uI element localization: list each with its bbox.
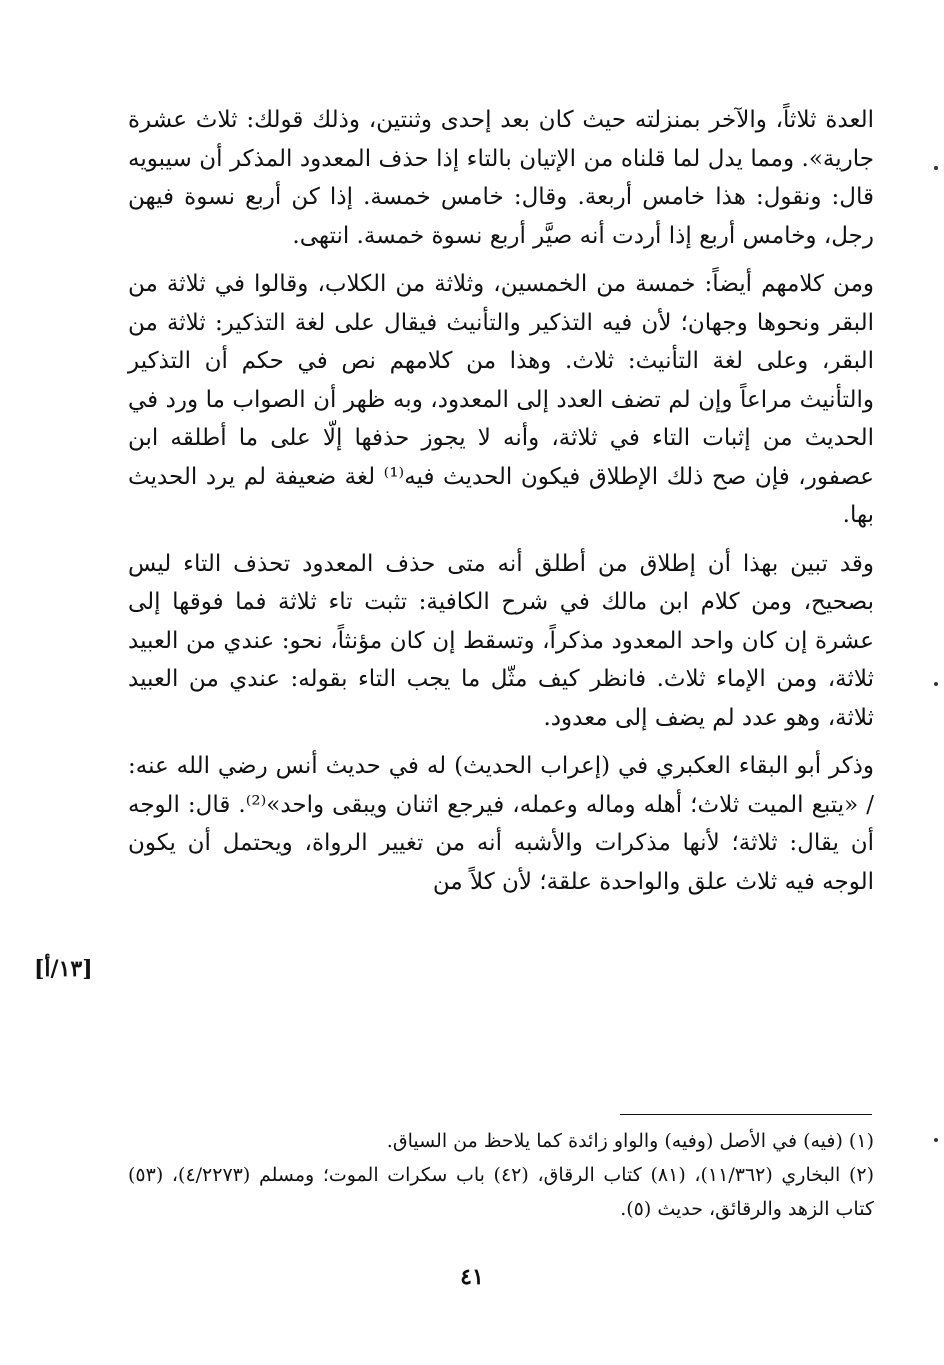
footnote-2: (٢) البخاري (١١/٣٦٢)، (٨١) كتاب الرقاق، (٤٢) باب سكرات الموت؛ ومسلم (٤/٢٢٧٣)، (٥٣) كتاب الزهد والرقائق، حديث (٥). [128, 1164, 875, 1220]
scan-speck [934, 1138, 938, 1142]
folio-marker: [١٣/أ] [34, 956, 93, 982]
footnote-1: (١) (فيه) في الأصل (وفيه) والواو زائدة كما يلاحظ من السياق. [386, 1130, 874, 1152]
paragraph-4: وذكر أبو البقاء العكبري في (إعراب الحديث) له في حديث أنس رضي الله عنه: / «يتبع الميت ثلاث؛ أهله وماله وعمله، فيرجع اثنان ويبقى واحد»⁽²⁾. قال: الوجه أن يقال: ثلاثة؛ لأنها مذكرات والأشبه أنه من تغيير الرواة، ويحتمل أن يكون الوجه فيه ثلاث علق والواحدة علقة؛ لأن كلاً من [128, 753, 874, 895]
main-text [128, 101, 874, 901]
paragraph-3: وقد تبين بهذا أن إطلاق من أطلق أنه متى حذف المعدود تحذف التاء ليس بصحيح، ومن كلام ابن مالك في شرح الكافية: تثبت تاء ثلاثة فما فوقها إلى عشرة إن كان واحد المعدود مذكراً، وتسقط إن كان مؤنثاً، نحو: عندي من العبيد ثلاثة، ومن الإماء ثلاث. فانظر كيف مثّل ما يجب التاء بقوله: عندي من العبيد ثلاثة، وهو عدد لم يضف إلى معدود. [128, 550, 874, 731]
paragraph-1: العدة ثلاثاً، والآخر بمنزلته حيث كان بعد إحدى وثنتين، وذلك قولك: ثلاث عشرة جارية». ومما يدل لما قلناه من الإتيان بالتاء إذا حذف المعدود المذكر أن سيبويه قال: ونقول: هذا خامس أربعة. وقال: خامس خمسة. إذا كن أربع نسوة فيهن رجل، وخامس أربع إذا أردت أنه صيَّر أربع نسوة خمسة. انتهى. [128, 107, 875, 249]
scan-speck [934, 166, 938, 170]
footnote-separator [620, 1114, 872, 1115]
page-number: ٤١ [460, 1264, 484, 1290]
footnotes [128, 1124, 874, 1226]
scan-speck [934, 682, 938, 686]
paragraph-2: ومن كلامهم أيضاً: خمسة من الخمسين، وثلاثة من الكلاب، وقالوا في ثلاثة من البقر ونحوها وجهان؛ لأن فيه التذكير والتأنيث فيقال على لغة التذكير: ثلاثة من البقر، وعلى لغة التأنيث: ثلاث. وهذا من كلامهم نص في حكم أن التذكير والتأنيث مراعاً وإن لم تضف العدد إلى المعدود، وبه ظهر أن الصواب ما ورد في الحديث من إثبات التاء في ثلاثة، وأنه لا يجوز حذفها إلّا على ما أطلقه ابن عصفور، فإن صح ذلك الإطلاق فيكون الحديث فيه⁽¹⁾ لغة ضعيفة لم يرد الحديث بها. [128, 271, 875, 528]
